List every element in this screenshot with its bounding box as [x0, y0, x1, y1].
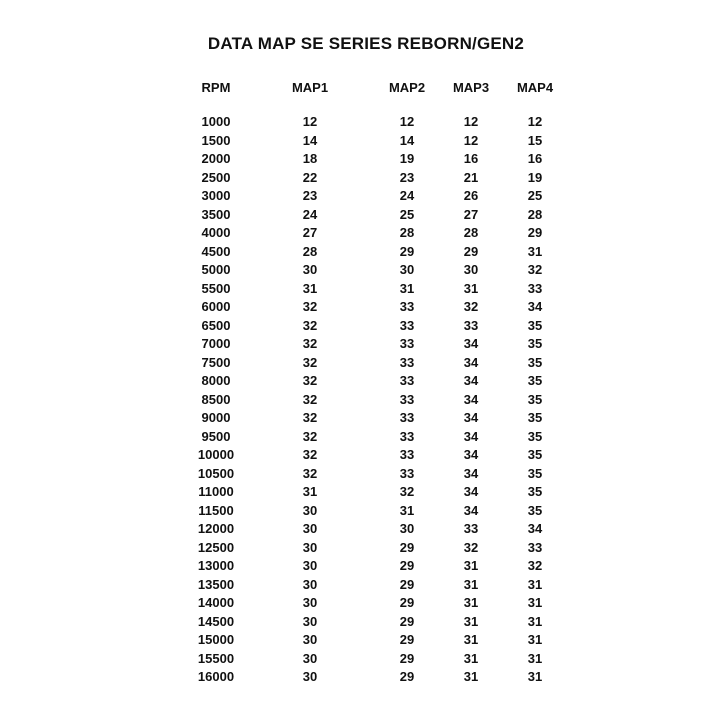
column-header-rpm: RPM: [201, 80, 231, 95]
table-row: [187, 576, 567, 595]
map3-cell: 31: [463, 595, 479, 610]
map4-cell: 35: [527, 354, 543, 370]
table-row: [187, 483, 567, 502]
map2-cell: 33: [399, 410, 415, 425]
map2-cell: 29: [399, 650, 415, 666]
map4-cell: 35: [527, 317, 543, 333]
map2-cell: 29: [399, 613, 415, 629]
rpm-cell: 2000: [201, 151, 231, 166]
table-row: [187, 335, 567, 354]
table-row: [187, 594, 567, 613]
map2-cell: 29: [399, 595, 415, 610]
rpm-cell: 12000: [197, 521, 235, 536]
table-row: [187, 298, 567, 317]
table-row: [187, 206, 567, 225]
map1-cell: 31: [302, 280, 318, 296]
map3-cell: 32: [463, 299, 479, 314]
rpm-cell: 11500: [198, 502, 234, 518]
rpm-cell: 6500: [201, 317, 231, 333]
map2-cell: 33: [399, 428, 415, 444]
table-row: [187, 613, 567, 632]
column-header-map3: MAP3: [452, 80, 490, 95]
map3-cell: 12: [463, 114, 479, 129]
rpm-cell: 8000: [201, 373, 231, 388]
table-row: [187, 243, 567, 262]
map1-cell: 18: [302, 151, 318, 166]
map4-cell: 28: [527, 206, 543, 222]
table-row: [187, 391, 567, 410]
map2-cell: 29: [399, 539, 415, 555]
map1-cell: 32: [302, 373, 318, 388]
map2-cell: 29: [399, 669, 415, 684]
map3-cell: 34: [463, 410, 479, 425]
rpm-cell: 10500: [197, 465, 235, 481]
map3-cell: 21: [463, 169, 479, 185]
map4-cell: 31: [527, 576, 543, 592]
map1-cell: 30: [302, 632, 318, 647]
map4-cell: 35: [527, 428, 543, 444]
rpm-cell: 7500: [201, 354, 231, 370]
map3-cell: 34: [463, 428, 479, 444]
map3-cell: 34: [463, 336, 479, 351]
map1-cell: 30: [302, 650, 318, 666]
rpm-cell: 13500: [197, 576, 235, 592]
map2-cell: 30: [399, 262, 415, 277]
map1-cell: 32: [302, 410, 318, 425]
map1-cell: 12: [302, 114, 318, 129]
map2-cell: 33: [399, 299, 415, 314]
table-row: [187, 557, 567, 576]
map4-cell: 35: [527, 465, 543, 481]
table-row: [187, 354, 567, 373]
map3-cell: 34: [463, 465, 479, 481]
table-row: [187, 409, 567, 428]
map1-cell: 31: [302, 484, 318, 499]
map4-cell: 35: [527, 447, 543, 462]
table-row: [187, 502, 567, 521]
table-header-row: [187, 74, 567, 102]
rpm-cell: 9000: [201, 410, 231, 425]
map4-cell: 34: [527, 521, 543, 536]
table-row: [187, 132, 567, 151]
column-header-map4: MAP4: [516, 80, 554, 95]
rpm-cell: 16000: [197, 669, 235, 684]
map1-cell: 30: [302, 539, 318, 555]
map3-cell: 31: [463, 280, 479, 296]
map2-cell: 31: [399, 280, 415, 296]
map2-cell: 33: [399, 373, 415, 388]
rpm-cell: 10000: [197, 447, 235, 462]
map4-cell: 31: [527, 669, 543, 684]
map2-cell: 23: [399, 169, 415, 185]
table-row: [187, 372, 567, 391]
map2-cell: 24: [399, 188, 415, 203]
rpm-cell: 4500: [201, 243, 231, 259]
map4-cell: 15: [527, 132, 543, 148]
map3-cell: 16: [463, 151, 479, 166]
map2-cell: 29: [399, 576, 415, 592]
map4-cell: 33: [527, 280, 543, 296]
map1-cell: 27: [302, 225, 318, 240]
table-row: [187, 650, 567, 669]
map2-cell: 33: [399, 354, 415, 370]
map4-cell: 31: [527, 243, 543, 259]
rpm-cell: 7000: [201, 336, 231, 351]
rpm-cell: 9500: [201, 428, 231, 444]
map1-cell: 32: [302, 428, 318, 444]
map1-cell: 32: [302, 336, 318, 351]
map2-cell: 32: [399, 484, 415, 499]
map4-cell: 35: [527, 373, 543, 388]
map3-cell: 34: [463, 447, 479, 462]
rpm-cell: 11000: [198, 484, 234, 499]
data-map-table: [187, 74, 567, 687]
table-row: [187, 169, 567, 188]
map1-cell: 22: [302, 169, 318, 185]
map3-cell: 31: [463, 650, 479, 666]
map2-cell: 29: [399, 558, 415, 573]
map3-cell: 12: [463, 132, 479, 148]
page-title: DATA MAP SE SERIES REBORN/GEN2: [207, 34, 525, 53]
map4-cell: 32: [527, 262, 543, 277]
map4-cell: 16: [527, 151, 543, 166]
table-row: [187, 520, 567, 539]
map2-cell: 14: [399, 132, 415, 148]
rpm-cell: 15500: [197, 650, 235, 666]
rpm-cell: 12500: [197, 539, 235, 555]
table-row: [187, 187, 567, 206]
map3-cell: 27: [463, 206, 479, 222]
rpm-cell: 1500: [201, 132, 231, 148]
map3-cell: 28: [463, 225, 479, 240]
map4-cell: 35: [527, 391, 543, 407]
table-row: [187, 465, 567, 484]
map3-cell: 31: [463, 632, 479, 647]
map2-cell: 33: [399, 447, 415, 462]
column-header-map2: MAP2: [388, 80, 426, 95]
table-body: [187, 113, 567, 687]
map4-cell: 31: [527, 613, 543, 629]
map4-cell: 33: [527, 539, 543, 555]
rpm-cell: 14000: [197, 595, 235, 610]
map3-cell: 32: [463, 539, 479, 555]
map3-cell: 34: [463, 354, 479, 370]
map4-cell: 31: [527, 595, 543, 610]
map3-cell: 34: [463, 391, 479, 407]
map2-cell: 28: [399, 225, 415, 240]
map3-cell: 31: [463, 576, 479, 592]
map3-cell: 31: [463, 558, 479, 573]
map1-cell: 32: [302, 354, 318, 370]
map2-cell: 30: [399, 521, 415, 536]
map3-cell: 30: [463, 262, 479, 277]
rpm-cell: 5000: [201, 262, 231, 277]
map2-cell: 29: [399, 243, 415, 259]
map3-cell: 31: [463, 669, 479, 684]
map1-cell: 24: [302, 206, 318, 222]
rpm-cell: 3000: [201, 188, 231, 203]
map1-cell: 30: [302, 558, 318, 573]
map2-cell: 29: [399, 632, 415, 647]
map2-cell: 33: [399, 336, 415, 351]
map1-cell: 23: [302, 188, 318, 203]
map3-cell: 33: [463, 317, 479, 333]
rpm-cell: 2500: [201, 169, 231, 185]
map2-cell: 31: [399, 502, 415, 518]
map4-cell: 29: [527, 225, 543, 240]
map1-cell: 32: [302, 299, 318, 314]
rpm-cell: 5500: [201, 280, 231, 296]
map1-cell: 32: [302, 391, 318, 407]
map1-cell: 32: [302, 317, 318, 333]
table-row: [187, 428, 567, 447]
map1-cell: 30: [302, 669, 318, 684]
table-row: [187, 261, 567, 280]
map3-cell: 31: [463, 613, 479, 629]
map1-cell: 30: [302, 576, 318, 592]
table-row: [187, 631, 567, 650]
rpm-cell: 8500: [201, 391, 231, 407]
map3-cell: 34: [463, 502, 479, 518]
map4-cell: 25: [527, 188, 543, 203]
column-header-map1: MAP1: [291, 80, 329, 95]
map4-cell: 35: [527, 484, 543, 499]
map2-cell: 33: [399, 391, 415, 407]
rpm-cell: 6000: [201, 299, 231, 314]
table-row: [187, 668, 567, 687]
map3-cell: 34: [463, 484, 479, 499]
map3-cell: 33: [463, 521, 479, 536]
rpm-cell: 13000: [197, 558, 235, 573]
map4-cell: 31: [527, 632, 543, 647]
map1-cell: 30: [302, 502, 318, 518]
map2-cell: 12: [399, 114, 415, 129]
table-row: [187, 446, 567, 465]
map4-cell: 35: [527, 410, 543, 425]
map1-cell: 30: [302, 521, 318, 536]
map2-cell: 25: [399, 206, 415, 222]
map1-cell: 30: [302, 262, 318, 277]
table-row: [187, 317, 567, 336]
table-row: [187, 150, 567, 169]
table-row: [187, 280, 567, 299]
map1-cell: 32: [302, 447, 318, 462]
map2-cell: 19: [399, 151, 415, 166]
map4-cell: 12: [527, 114, 543, 129]
map4-cell: 34: [527, 299, 543, 314]
map1-cell: 28: [302, 243, 318, 259]
map3-cell: 34: [463, 373, 479, 388]
table-row: [187, 113, 567, 132]
map4-cell: 19: [527, 169, 543, 185]
rpm-cell: 3500: [201, 206, 231, 222]
rpm-cell: 14500: [197, 613, 235, 629]
rpm-cell: 15000: [197, 632, 235, 647]
map4-cell: 31: [527, 650, 543, 666]
rpm-cell: 4000: [201, 225, 231, 240]
map3-cell: 26: [463, 188, 479, 203]
map1-cell: 32: [302, 465, 318, 481]
map1-cell: 30: [302, 613, 318, 629]
map4-cell: 35: [527, 502, 543, 518]
map1-cell: 14: [302, 132, 318, 148]
map3-cell: 29: [463, 243, 479, 259]
map2-cell: 33: [399, 465, 415, 481]
map4-cell: 35: [527, 336, 543, 351]
map1-cell: 30: [302, 595, 318, 610]
table-row: [187, 539, 567, 558]
table-row: [187, 224, 567, 243]
map2-cell: 33: [399, 317, 415, 333]
map4-cell: 32: [527, 558, 543, 573]
rpm-cell: 1000: [201, 114, 231, 129]
